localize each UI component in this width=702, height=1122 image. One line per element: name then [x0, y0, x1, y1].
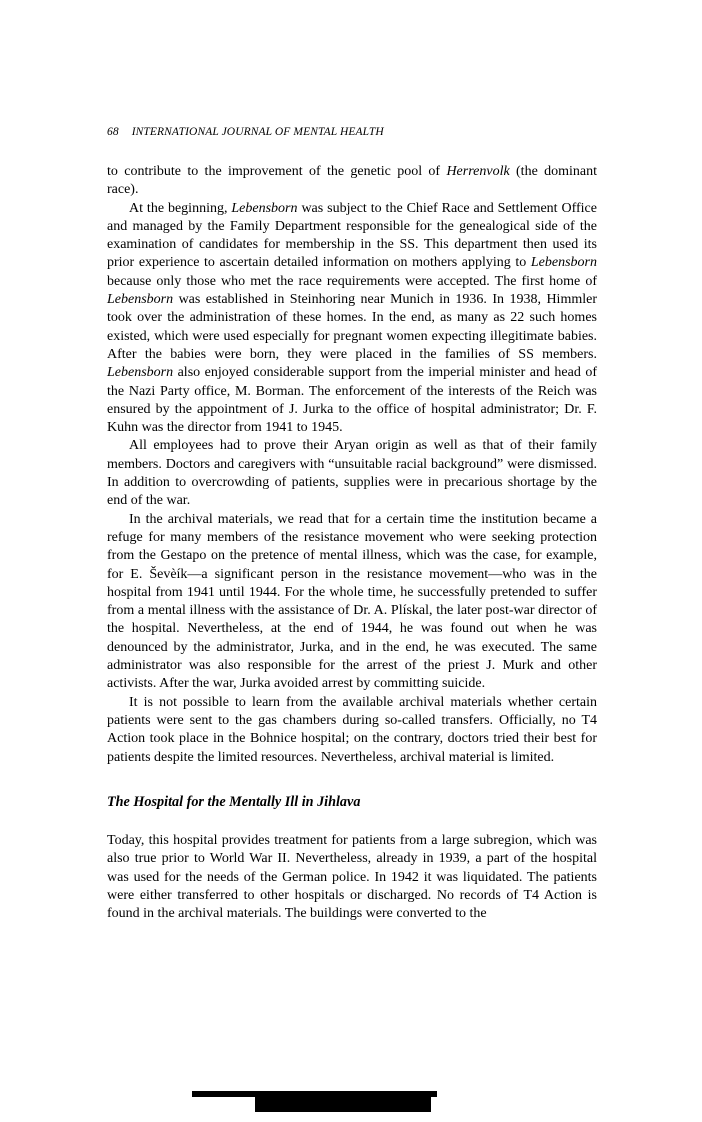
- paragraph-t4-action: It is not possible to learn from the available archival materials whether certain patients were sent to the gas chambers during so-called transfers. Officially, no T4 Action took place in the Bohnice hospital; on the contrary, doctors tried their best for patients despite the limited resources. Nevertheless, archival material is limited.: [107, 694, 597, 765]
- paragraph-lebensborn-history: At the beginning, Lebensborn was subject to the Chief Race and Settlement Office and managed by the Family Department responsible for the genealogical side of the examination of candidates for membership in the SS. This department then used its prior experience to ascertain detailed information on mothers applying to Lebensborn because only those who met the race requirements were accepted. The first home of Lebensborn was established in Steinhoring near Munich in 1936. In 1938, Himmler took over the administration of these homes. In the end, as many as 22 such homes existed, which were used especially for pregnant women expecting illegitimate babies. After the babies were born, they were placed in the families of SS members. Lebensborn also enjoyed considerable support from the imperial minister and head of the Nazi Party office, M. Borman. The enforcement of the interests of the Reich was ensured by the appointment of J. Jurka to the office of hospital administrator; Dr. F. Kuhn was the director from 1941 to 1945.: [107, 200, 597, 436]
- page-number: 68: [107, 126, 119, 138]
- paragraph-resistance-refuge: In the archival materials, we read that for a certain time the institution became a refuge for many members of the resistance movement who were seeking protection from the Gestapo on the pretence of mental illness, which was the case, for example, for E. Ševèík—a significant person in the resistance movement—who was in the hospital from 1941 until 1944. For the whole time, he successfully pretended to suffer from a mental illness with the assistance of Dr. A. Plískal, the later post-war director of the hospital. Nevertheless, at the end of 1944, he was found out when he was denounced by the administrator, Jurka, and in the end, he was executed. The same administrator was also responsible for the arrest of the priest J. Murk and other activists. After the war, Jurka avoided arrest by committing suicide.: [107, 511, 597, 692]
- paragraph-employees-aryan-origin: All employees had to prove their Aryan origin as well as that of their family members. Doctors and caregivers with “unsuitable racial background” were dismissed. In addition to overcrowding of patients, supplies were in precarious shortage by the end of the war.: [107, 438, 597, 509]
- article-body: [107, 163, 597, 924]
- journal-title: INTERNATIONAL JOURNAL OF MENTAL HEALTH: [131, 126, 384, 138]
- paragraph-continuation: to contribute to the improvement of the genetic pool of Herrenvolk (the dominant race).: [107, 164, 597, 198]
- running-header: [107, 126, 597, 138]
- section-heading: The Hospital for the Mentally Ill in Jihlava: [107, 793, 361, 810]
- scan-artifact-bar-thick: [255, 1094, 431, 1112]
- paragraph-jihlava-hospital: Today, this hospital provides treatment for patients from a large subregion, which was also true prior to World War II. Nevertheless, already in 1939, a part of the hospital was used for the needs of the German police. In 1942 it was liquidated. The patients were either transferred to other hospitals or discharged. No records of T4 Action is found in the archival materials. The buildings were converted to the: [107, 833, 597, 922]
- journal-page: [107, 126, 597, 924]
